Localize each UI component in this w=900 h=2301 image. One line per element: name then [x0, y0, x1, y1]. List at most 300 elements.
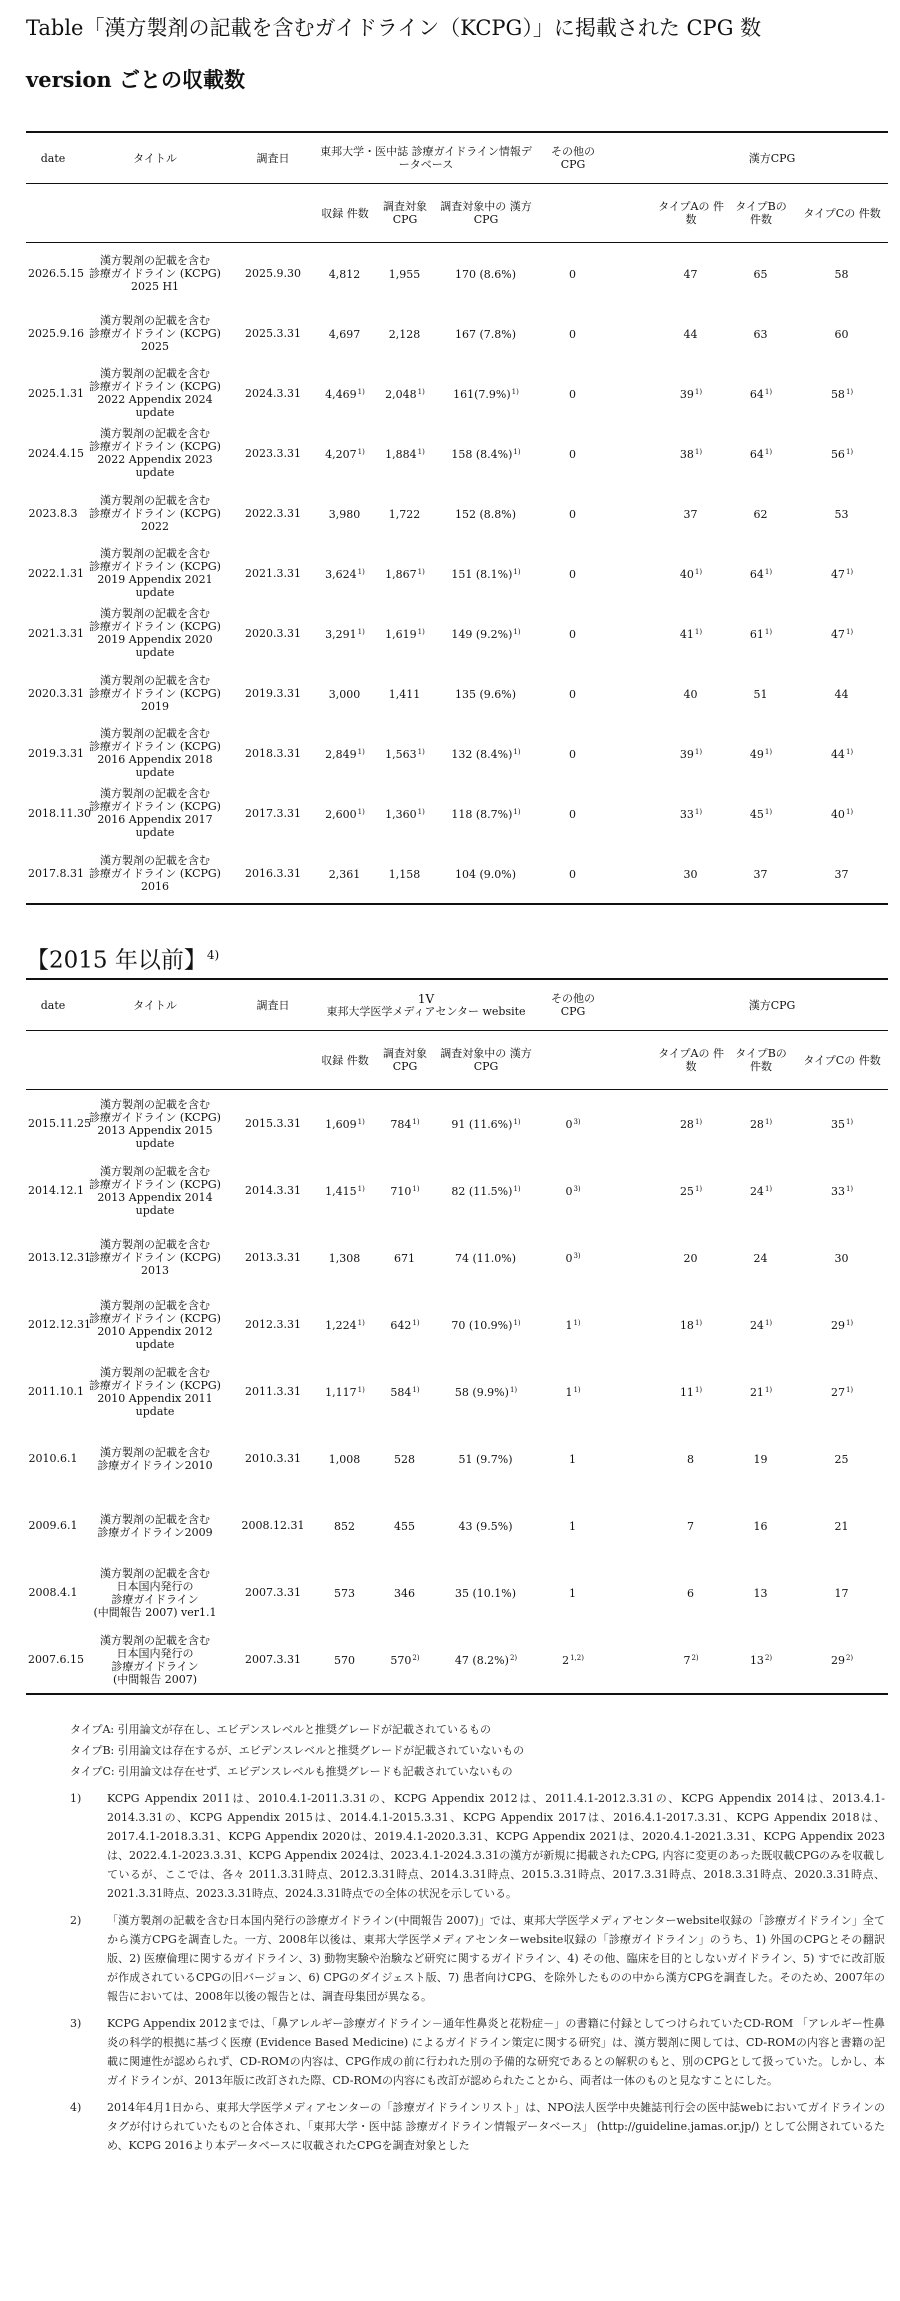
footnote-ref: 1): [694, 807, 703, 816]
cell-survey-date: 2007.3.31: [230, 1626, 316, 1694]
header-source-mark: 1V: [417, 991, 435, 1006]
table-row: [26, 423, 888, 483]
cell-survey-date: 2019.3.31: [245, 686, 301, 700]
footnote-ref: 1): [845, 447, 854, 456]
cell-title-line: 漢方製剤の記載を含む: [100, 367, 210, 380]
cell-survey-date: 2018.3.31: [245, 746, 301, 760]
cell-title: [80, 423, 230, 483]
cell-target-kampo: 47 $(8.2\%)^{2)}$: [436, 1626, 536, 1694]
cell-type-a: 40: [683, 687, 698, 701]
cell-type-c: 25: [834, 1453, 849, 1466]
cell-date: 2026.5.15: [28, 266, 84, 280]
header-database: 東邦大学・医中誌 診療ガイドライン情報データベース: [316, 132, 536, 184]
cell-target-cpg: 528: [394, 1453, 415, 1466]
header-website: 1V 東邦大学医学メディアセンター website: [316, 979, 536, 1031]
header-other-cpg: その他の CPG: [536, 132, 610, 184]
footnote-ref: 1): [764, 1185, 773, 1193]
cell-total-count: 4,469$^{1)}$: [325, 387, 365, 401]
footnote: [70, 1789, 885, 1903]
page-title: Table「漢方製剤の記載を含むガイドライン（KCPG）」に掲載された CPG 数: [26, 16, 762, 40]
cell-survey-date: 2008.12.31: [241, 1519, 305, 1532]
footnote-ref: 1): [357, 1185, 365, 1193]
cell-survey-date: 2025.3.31: [245, 326, 301, 340]
cell-target-kampo: 70 $(10.9\%)^{1)}$: [451, 1319, 521, 1332]
cell-type-c: 47$^{1)}$: [830, 627, 854, 641]
cell-survey-date: 2020.3.31: [245, 626, 301, 640]
cell-title-line: 漢方製剤の記載を含む: [100, 787, 210, 800]
cell-date: 2010.6.1: [28, 1452, 78, 1465]
header-kampo-cpg: 漢方CPG: [656, 132, 888, 184]
footnote-ref: 1): [845, 747, 854, 756]
cell-target-cpg: 2,048$^{1)}$: [385, 387, 425, 401]
cell-type-b: 24$^{1)}$: [749, 1185, 773, 1198]
footnote-ref: 2): [412, 1654, 420, 1662]
cell-survey-date: 2022.3.31: [245, 506, 301, 520]
cell-title-line: 漢方製剤の記載を含む: [100, 1633, 210, 1647]
table-row: [26, 1157, 888, 1224]
cell-type-b: 16: [753, 1520, 768, 1533]
cpg-count-table-before-2015: [26, 978, 888, 1695]
footnote-ref: 1): [417, 807, 425, 816]
cell-type-c: 35$^{1)}$: [830, 1118, 854, 1131]
cpg-count-table-current: [26, 131, 888, 905]
cell-target-cpg: 1,619$^{1)}$: [385, 627, 425, 641]
footnote-ref: 2): [691, 1654, 699, 1662]
cell-date: 2025.1.31: [28, 386, 84, 400]
cell-title: [80, 663, 230, 723]
cell-title-line: 診療ガイドライン: [111, 1592, 199, 1606]
header-date: date: [26, 132, 80, 184]
cell-title: [80, 303, 230, 363]
footnote-ref: 1): [845, 1319, 854, 1327]
footnote-number: 1): [70, 1792, 82, 1805]
header-survey-date: 調査日: [230, 132, 316, 184]
cell-title-line: 診療ガイドライン (KCPG): [89, 266, 221, 280]
cell-title-line: 2013 Appendix 2014 update: [97, 1190, 213, 1217]
cell-type-a: 25$^{1)}$: [679, 1185, 703, 1198]
table-row: [26, 363, 888, 423]
cell-type-a: 41$^{1)}$: [679, 627, 703, 641]
cell-total-count: 2,849$^{1)}$: [325, 747, 365, 761]
cell-target-cpg: 1,158: [374, 843, 436, 904]
cell-target-kampo: 51 (9.7%): [458, 1453, 513, 1466]
cell-title-line: 診療ガイドライン (KCPG): [89, 1311, 221, 1325]
page-subtitle: version ごとの収載数: [26, 67, 246, 92]
cell-target-cpg: 1,955: [388, 267, 421, 281]
cell-survey-date: 2011.3.31: [245, 1385, 301, 1398]
cell-other-cpg: 0: [569, 447, 577, 461]
table-subheader-row: [26, 184, 888, 243]
cell-type-a: 44: [683, 327, 698, 341]
cell-title-line: 2025 H1: [130, 279, 180, 293]
cell-target-kampo: 91 $(11.6\%)^{1)}$: [451, 1118, 521, 1131]
footnote-ref: 2): [509, 1654, 518, 1662]
cell-title-line: 診療ガイドライン (KCPG): [89, 866, 221, 880]
cell-type-c: 47$^{1)}$: [830, 567, 854, 581]
footnote-ref: 1): [694, 387, 703, 396]
table-row: [26, 1559, 888, 1626]
footnote-ref: 3): [573, 1118, 581, 1126]
cell-type-b: 63: [753, 327, 768, 341]
footnote-ref: 1): [573, 1386, 581, 1394]
cell-type-b: 65: [753, 267, 768, 281]
cell-total-count: 2,361: [316, 843, 374, 904]
cell-type-a: 7$^{2)}$: [656, 1626, 726, 1694]
cell-title-line: 漢方製剤の記載を含む: [100, 253, 210, 267]
cell-title: [80, 1090, 230, 1158]
cell-title-line: 漢方製剤の記載を含む: [100, 727, 210, 740]
cell-other-cpg: 0: [569, 507, 577, 521]
cell-title-line: 漢方製剤の記載を含む: [100, 1238, 210, 1251]
cell-type-c: 21: [834, 1520, 849, 1533]
cell-date: 2013.12.31: [28, 1251, 91, 1264]
cell-title-line: 漢方製剤の記載を含む: [100, 1164, 210, 1178]
cell-title-line: 2010 Appendix 2011 update: [97, 1391, 213, 1418]
cell-total-count: 4,812: [328, 267, 361, 281]
cell-title-line: 2025: [141, 339, 169, 353]
footnote-number: 3): [70, 2017, 82, 2030]
cell-title-line: 漢方製剤の記載を含む: [100, 1298, 210, 1312]
cell-type-a: 39$^{1)}$: [679, 747, 703, 761]
cell-date: 2007.6.15: [26, 1626, 80, 1694]
cell-survey-date: 2021.3.31: [245, 566, 301, 580]
footnote-ref: 1): [764, 1319, 773, 1327]
footnote-ref: 3): [573, 1185, 581, 1193]
table-row: [26, 483, 888, 543]
table-row: [26, 1626, 888, 1694]
cell-type-b: 21$^{1)}$: [749, 1386, 773, 1399]
cell-target-kampo: 35 (10.1%): [455, 1587, 517, 1600]
footnote-ref: 1): [357, 447, 365, 456]
header-date: date: [26, 979, 80, 1031]
cell-type-a: 20: [683, 1252, 698, 1265]
cell-title: [80, 723, 230, 783]
footnote-ref: 1): [417, 447, 425, 456]
cell-title-line: 2019 Appendix 2020 update: [97, 633, 213, 659]
table-subheader-row: [26, 1031, 888, 1090]
cell-title: [80, 1492, 230, 1559]
cell-type-a: 7: [687, 1520, 695, 1533]
cell-title: [80, 483, 230, 543]
cell-target-kampo: 43 (9.5%): [458, 1520, 513, 1533]
footnote-ref: 1): [417, 567, 425, 576]
cell-target-kampo: 104 (9.0%): [436, 843, 536, 904]
cell-survey-date: 2010.3.31: [245, 1452, 301, 1465]
footnote-ref: 1): [357, 1319, 365, 1327]
cell-title-line: 漢方製剤の記載を含む: [100, 1512, 210, 1526]
cell-type-a: 33$^{1)}$: [679, 807, 703, 821]
footnote-ref: 2): [845, 1654, 854, 1662]
footnote-ref: 1): [845, 1118, 854, 1126]
table-row: [26, 783, 888, 843]
footnote-ref: 1): [694, 1386, 703, 1394]
header-type-c: タイプCの 件数: [796, 184, 888, 243]
cell-type-c: 17: [834, 1587, 849, 1600]
cell-title: [80, 1626, 230, 1694]
footnote: [70, 2014, 885, 2090]
footnote: [70, 2098, 885, 2155]
cell-total-count: 570: [316, 1626, 374, 1694]
cell-type-b: 37: [726, 843, 796, 904]
footnote-ref: 1): [764, 747, 773, 756]
footnote-ref: 1): [764, 387, 773, 396]
cell-title-line: 診療ガイドライン (KCPG): [89, 620, 221, 633]
cell-title: [80, 1559, 230, 1626]
footnote-ref: 1): [412, 1386, 420, 1394]
cell-date: 2012.12.31: [28, 1318, 91, 1331]
cell-total-count: 1,224$^{1)}$: [325, 1319, 365, 1332]
footnote-ref: 1): [417, 747, 425, 756]
header-target-kampo: 調査対象中の 漢方CPG: [436, 1031, 536, 1090]
footnote-ref: 1): [513, 627, 521, 636]
cell-title: [80, 1291, 230, 1358]
cell-other-cpg: 1: [569, 1453, 577, 1466]
footnote-ref: 1): [573, 1319, 581, 1327]
footnote-number: 4): [70, 2101, 82, 2114]
cell-title-line: 2016 Appendix 2018 update: [97, 753, 213, 779]
cell-type-b: 13$^{2)}$: [726, 1626, 796, 1694]
cell-target-kampo: 158 $(8.4\%)^{1)}$: [451, 447, 521, 461]
notes-section: [70, 1720, 885, 2155]
cell-target-kampo: 82 $(11.5\%)^{1)}$: [451, 1185, 521, 1198]
cell-title-line: 診療ガイドライン (KCPG): [89, 740, 221, 753]
footnote-ref: 1): [764, 627, 773, 636]
footnote-ref: 1): [357, 627, 365, 636]
cell-title-line: 診療ガイドライン (KCPG): [89, 380, 221, 393]
cell-title-line: 漢方製剤の記載を含む: [100, 493, 210, 507]
footnote-text: 2014年4月1日から、東邦大学医学メディアセンターの「診療ガイドラインリスト」は、NPO法人医学中央雑誌刊行会の医中誌webにおいてガイドラインのタグが付けられていたものと合体され、「東邦大学・医中誌 診療ガイドライン情報データベース」 (http://guideline.jamas.or.jp/) として公開されているため、KCPG 2016より本データベースに収載されたCPGを調査対象とした: [107, 2101, 885, 2152]
cell-other-cpg: 0: [569, 807, 577, 821]
footnote-ref: 1): [694, 567, 703, 576]
cell-title-line: 診療ガイドライン (KCPG): [89, 326, 221, 340]
header-kampo-cpg: 漢方CPG: [656, 979, 888, 1031]
cell-date: 2023.8.3: [28, 506, 78, 520]
cell-target-kampo: 149 $(9.2\%)^{1)}$: [451, 627, 521, 641]
footnote-ref: 1): [694, 627, 703, 636]
footnote-ref: 1): [764, 1118, 773, 1126]
cell-target-cpg: 1,411: [388, 687, 421, 701]
footnote-ref: 1,2): [570, 1654, 584, 1662]
cell-date: 2017.8.31: [26, 843, 80, 904]
cell-title-line: 2016 Appendix 2017 update: [97, 813, 213, 839]
cell-type-c: 53: [834, 507, 849, 521]
cell-target-kampo: 74 (11.0%): [455, 1252, 517, 1265]
cell-survey-date: 2007.3.31: [245, 1586, 301, 1599]
table-row: [26, 843, 888, 904]
cell-target-cpg: 1,884$^{1)}$: [385, 447, 425, 461]
footnote-ref: 1): [845, 627, 854, 636]
cell-type-c: 30: [834, 1252, 849, 1265]
cell-target-cpg: 455: [394, 1520, 415, 1533]
cell-title-line: 2022 Appendix 2023 update: [97, 453, 213, 479]
cell-type-b: 64$^{1)}$: [749, 567, 773, 581]
cell-title: [80, 363, 230, 423]
table-row: [26, 1425, 888, 1492]
cell-title-line: 漢方製剤の記載を含む: [100, 673, 210, 687]
cell-title: [80, 843, 230, 904]
cell-type-c: 33$^{1)}$: [830, 1185, 854, 1198]
cell-type-b: 64$^{1)}$: [749, 447, 773, 461]
cell-title-line: 診療ガイドライン (KCPG): [89, 800, 221, 813]
footnote: [70, 1911, 885, 2006]
table-row: [26, 1492, 888, 1559]
header-type-a: タイプAの 件数: [656, 184, 726, 243]
footnote-ref: 2): [764, 1654, 773, 1662]
cell-date: 2024.4.15: [28, 446, 84, 460]
cell-title: [80, 783, 230, 843]
cell-date: 2022.1.31: [28, 566, 84, 580]
cell-title: [80, 1425, 230, 1492]
cell-total-count: 852: [334, 1520, 355, 1533]
footnote-ref: 1): [764, 807, 773, 816]
footnote-ref: 1): [513, 1319, 521, 1327]
cell-title-line: 診療ガイドライン (KCPG): [89, 560, 221, 573]
cell-title: [80, 603, 230, 663]
footnote-text: KCPG Appendix 2011は、2010.4.1-2011.3.31の、KCPG Appendix 2012は、2011.4.1-2012.3.31の、KCPG Appendix 2014は、2013.4.1-2014.3.31の、KCPG Appendix 2015は、2014.4.1-2015.3.31、KCPG Appendix 2017は、2016.4.1-2017.3.31、KCPG Appendix 2018は、2017.4.1-2018.3.31、KCPG Appendix 2020は、2019.4.1-2020.3.31、KCPG Appendix 2021は、2020.4.1-2021.3.31、KCPG Appendix 2023は、2022.4.1-2023.3.31、KCPG Appendix 2024は、2023.4.1-2024.3.31の漢方が新規に掲載されたCPG, 内容に変更のあった既収載CPGのみを収載しているが、ここでは、各々 2011.3.31時点、2012.3.31時点、2014.3.31時点、2015.3.31時点、2017.3.31時点、2018.3.31時点、2020.3.31時点、2021.3.31時点、2023.3.31時点、2024.3.31時点での全体の状況を示している。: [107, 1792, 885, 1900]
cell-title-line: 診療ガイドライン (KCPG): [89, 686, 221, 700]
cell-title-line: 2022 Appendix 2024 update: [97, 393, 213, 419]
footnote-ref: 1): [845, 807, 854, 816]
cell-title-line: 診療ガイドライン (KCPG): [89, 1378, 221, 1392]
cell-other-cpg: 0: [569, 387, 577, 401]
header-total-count: 収録 件数: [316, 1031, 374, 1090]
heading-footnote-ref: 4): [206, 948, 220, 962]
cell-title: [80, 1358, 230, 1425]
cell-target-cpg: 584$^{1)}$: [390, 1386, 420, 1399]
footnote-ref: 1): [764, 1386, 773, 1394]
cell-total-count: 2,600$^{1)}$: [325, 807, 365, 821]
cell-target-kampo: 58 $(9.9\%)^{1)}$: [454, 1386, 518, 1399]
cell-type-c: 40$^{1)}$: [830, 807, 854, 821]
cell-title-line: 診療ガイドライン (KCPG): [89, 440, 221, 453]
cell-title-line: (中間報告 2007): [112, 1672, 198, 1686]
cell-total-count: 573: [334, 1587, 355, 1600]
cell-target-kampo: 132 $(8.4\%)^{1)}$: [451, 747, 521, 761]
cell-other-cpg: 0: [569, 687, 577, 701]
cell-other-cpg: 0: [569, 567, 577, 581]
cell-target-cpg: 671: [394, 1252, 415, 1265]
cell-title-line: 漢方製剤の記載を含む: [100, 1566, 210, 1580]
cell-title-line: 2010 Appendix 2012 update: [97, 1324, 213, 1351]
cell-type-a: 30: [656, 843, 726, 904]
cell-title-line: 2013 Appendix 2015 update: [97, 1123, 213, 1150]
cell-date: 2019.3.31: [28, 746, 84, 760]
cell-title-line: 日本国内発行の: [116, 1579, 194, 1593]
footnote-ref: 1): [694, 447, 703, 456]
cell-other-cpg: 1: [569, 1587, 577, 1600]
cell-type-b: 62: [753, 507, 768, 521]
cell-date: 2015.11.25: [28, 1117, 91, 1130]
cell-date: 2011.10.1: [28, 1385, 84, 1398]
cell-survey-date: 2013.3.31: [245, 1251, 301, 1264]
header-target-cpg: 調査対象 CPG: [374, 184, 436, 243]
cell-type-b: 28$^{1)}$: [749, 1118, 773, 1131]
cell-type-b: 45$^{1)}$: [749, 807, 773, 821]
cell-date: 2008.4.1: [28, 1586, 78, 1599]
header-type-a: タイプAの 件数: [656, 1031, 726, 1090]
cell-title-line: 漢方製剤の記載を含む: [100, 427, 210, 440]
cell-title-line: 診療ガイドライン2010: [97, 1458, 213, 1472]
cell-target-kampo: 167 (7.8%): [454, 327, 517, 341]
cell-title: [80, 543, 230, 603]
cell-target-kampo: 118 $(8.7\%)^{1)}$: [451, 807, 521, 821]
cell-type-a: 11$^{1)}$: [679, 1386, 703, 1399]
footnote-ref: 1): [694, 1319, 703, 1327]
header-other-cpg: その他の CPG: [536, 979, 610, 1031]
cell-other-cpg: 1: [569, 1520, 577, 1533]
table-header-row: [26, 979, 888, 1031]
cell-date: 2020.3.31: [28, 686, 84, 700]
footnote-ref: 1): [412, 1319, 420, 1327]
cell-target-cpg: 1,867$^{1)}$: [385, 567, 425, 581]
cell-survey-date: 2017.3.31: [245, 806, 301, 820]
cell-title-line: 日本国内発行の: [116, 1646, 194, 1660]
cell-title-line: (中間報告 2007) ver1.1: [93, 1605, 217, 1619]
cell-date: 2021.3.31: [28, 626, 84, 640]
cell-type-b: 49$^{1)}$: [749, 747, 773, 761]
cell-target-cpg: 1,563$^{1)}$: [385, 747, 425, 761]
cell-type-b: 64$^{1)}$: [749, 387, 773, 401]
cell-type-b: 13: [753, 1587, 768, 1600]
cell-total-count: 4,697: [328, 327, 361, 341]
footnote-ref: 1): [412, 1185, 420, 1193]
footnote-ref: 1): [357, 1118, 365, 1126]
cell-type-c: 58$^{1)}$: [830, 387, 854, 401]
footnote-ref: 1): [357, 387, 365, 396]
legend-type-b: タイプB: 引用論文は存在するが、エビデンスレベルと推奨グレードが記載されていないもの: [70, 1744, 525, 1757]
cell-target-kampo: 170 (8.6%): [454, 267, 517, 281]
cell-date: 2025.9.16: [28, 326, 84, 340]
cell-title-line: 漢方製剤の記載を含む: [100, 607, 210, 620]
cell-survey-date: 2012.3.31: [245, 1318, 301, 1331]
section-heading-before-2015: 【2015 年以前】$^{4)}$: [26, 947, 220, 974]
footnote-ref: 1): [845, 1386, 854, 1394]
footnote-ref: 1): [694, 1118, 703, 1126]
cell-type-c: 58: [834, 267, 849, 281]
header-total-count: 収録 件数: [316, 184, 374, 243]
cell-target-cpg: 710$^{1)}$: [390, 1185, 420, 1198]
footnote-ref: 1): [357, 807, 365, 816]
footnote-list: [70, 1789, 885, 2155]
cell-target-cpg: 1,722: [388, 507, 421, 521]
header-type-c: タイプCの 件数: [796, 1031, 888, 1090]
footnote-ref: 1): [764, 447, 773, 456]
cell-title-line: 2019: [141, 699, 169, 713]
cell-total-count: 3,980: [328, 507, 361, 521]
cell-other-cpg: 0: [536, 843, 610, 904]
cell-total-count: 1,008: [328, 1453, 361, 1466]
cell-survey-date: 2015.3.31: [245, 1117, 301, 1130]
cell-other-cpg: 0$^{3)}$: [565, 1185, 581, 1198]
cell-type-a: 38$^{1)}$: [679, 447, 703, 461]
footnote-text: KCPG Appendix 2012までは、「鼻アレルギー診療ガイドライン－通年性鼻炎と花粉症－」の書籍に付録としてつけられていたCD-ROM 「アレルギー性鼻炎の科学的根拠に基づく医療 (Evidence Based Medicine) によるガイドライン策定に関する研究」は、漢方製剤に関しては、CD-ROMの内容と書籍の記載に関連性が認められず、CD-ROMの内容は、CPG作成の前に行われた別の予備的な研究であるとの解釈のもと、別のCPGとして扱っていた。しかし、本ガイドラインが、2013年版に改訂された際、CD-ROMの内容にも改訂が認められたことから、両者は一体のものと見なすことにした。: [107, 2017, 885, 2087]
cell-survey-date: 2016.3.31: [230, 843, 316, 904]
cell-type-c: 37: [796, 843, 888, 904]
cell-type-c: 44$^{1)}$: [830, 747, 854, 761]
cell-target-kampo: $161(7.9\%)^{1)}$: [453, 387, 519, 401]
cell-target-cpg: 346: [394, 1587, 415, 1600]
cell-type-b: 51: [753, 687, 768, 701]
cell-target-cpg: 1,360$^{1)}$: [385, 807, 425, 821]
cell-title: [80, 243, 230, 304]
cell-other-cpg: 0: [569, 627, 577, 641]
footnote-ref: 1): [513, 1118, 521, 1126]
cell-title-line: 診療ガイドライン: [111, 1659, 199, 1673]
cell-type-b: 19: [753, 1453, 768, 1466]
table-header-row: [26, 132, 888, 184]
footnote-number: 2): [70, 1914, 82, 1927]
footnote-text: 「漢方製剤の記載を含む日本国内発行の診療ガイドライン(中間報告 2007)」では、東邦大学医学メディアセンターwebsite収録の「診療ガイドライン」全てから漢方CPGを調査した。一方、2008年以後は、東邦大学医学メディアセンターwebsite収録の「診療ガイドライン」のうち、1) 外国のCPGとその翻訳版、2) 医療倫理に関するガイドライン、3) 動物実験や治験など研究に関するガイドライン、4) その他、臨床を目的としないガイドライン、5) すでに改訂版が作成されているCPGの旧バージョン、6) CPGのダイジェスト版、7) 患者向けCPG、を除外したものの中から漢方CPGを調査した。そのため、2007年の報告においては、2008年以後の報告とは、調査母集団が異なる。: [107, 1914, 885, 2003]
